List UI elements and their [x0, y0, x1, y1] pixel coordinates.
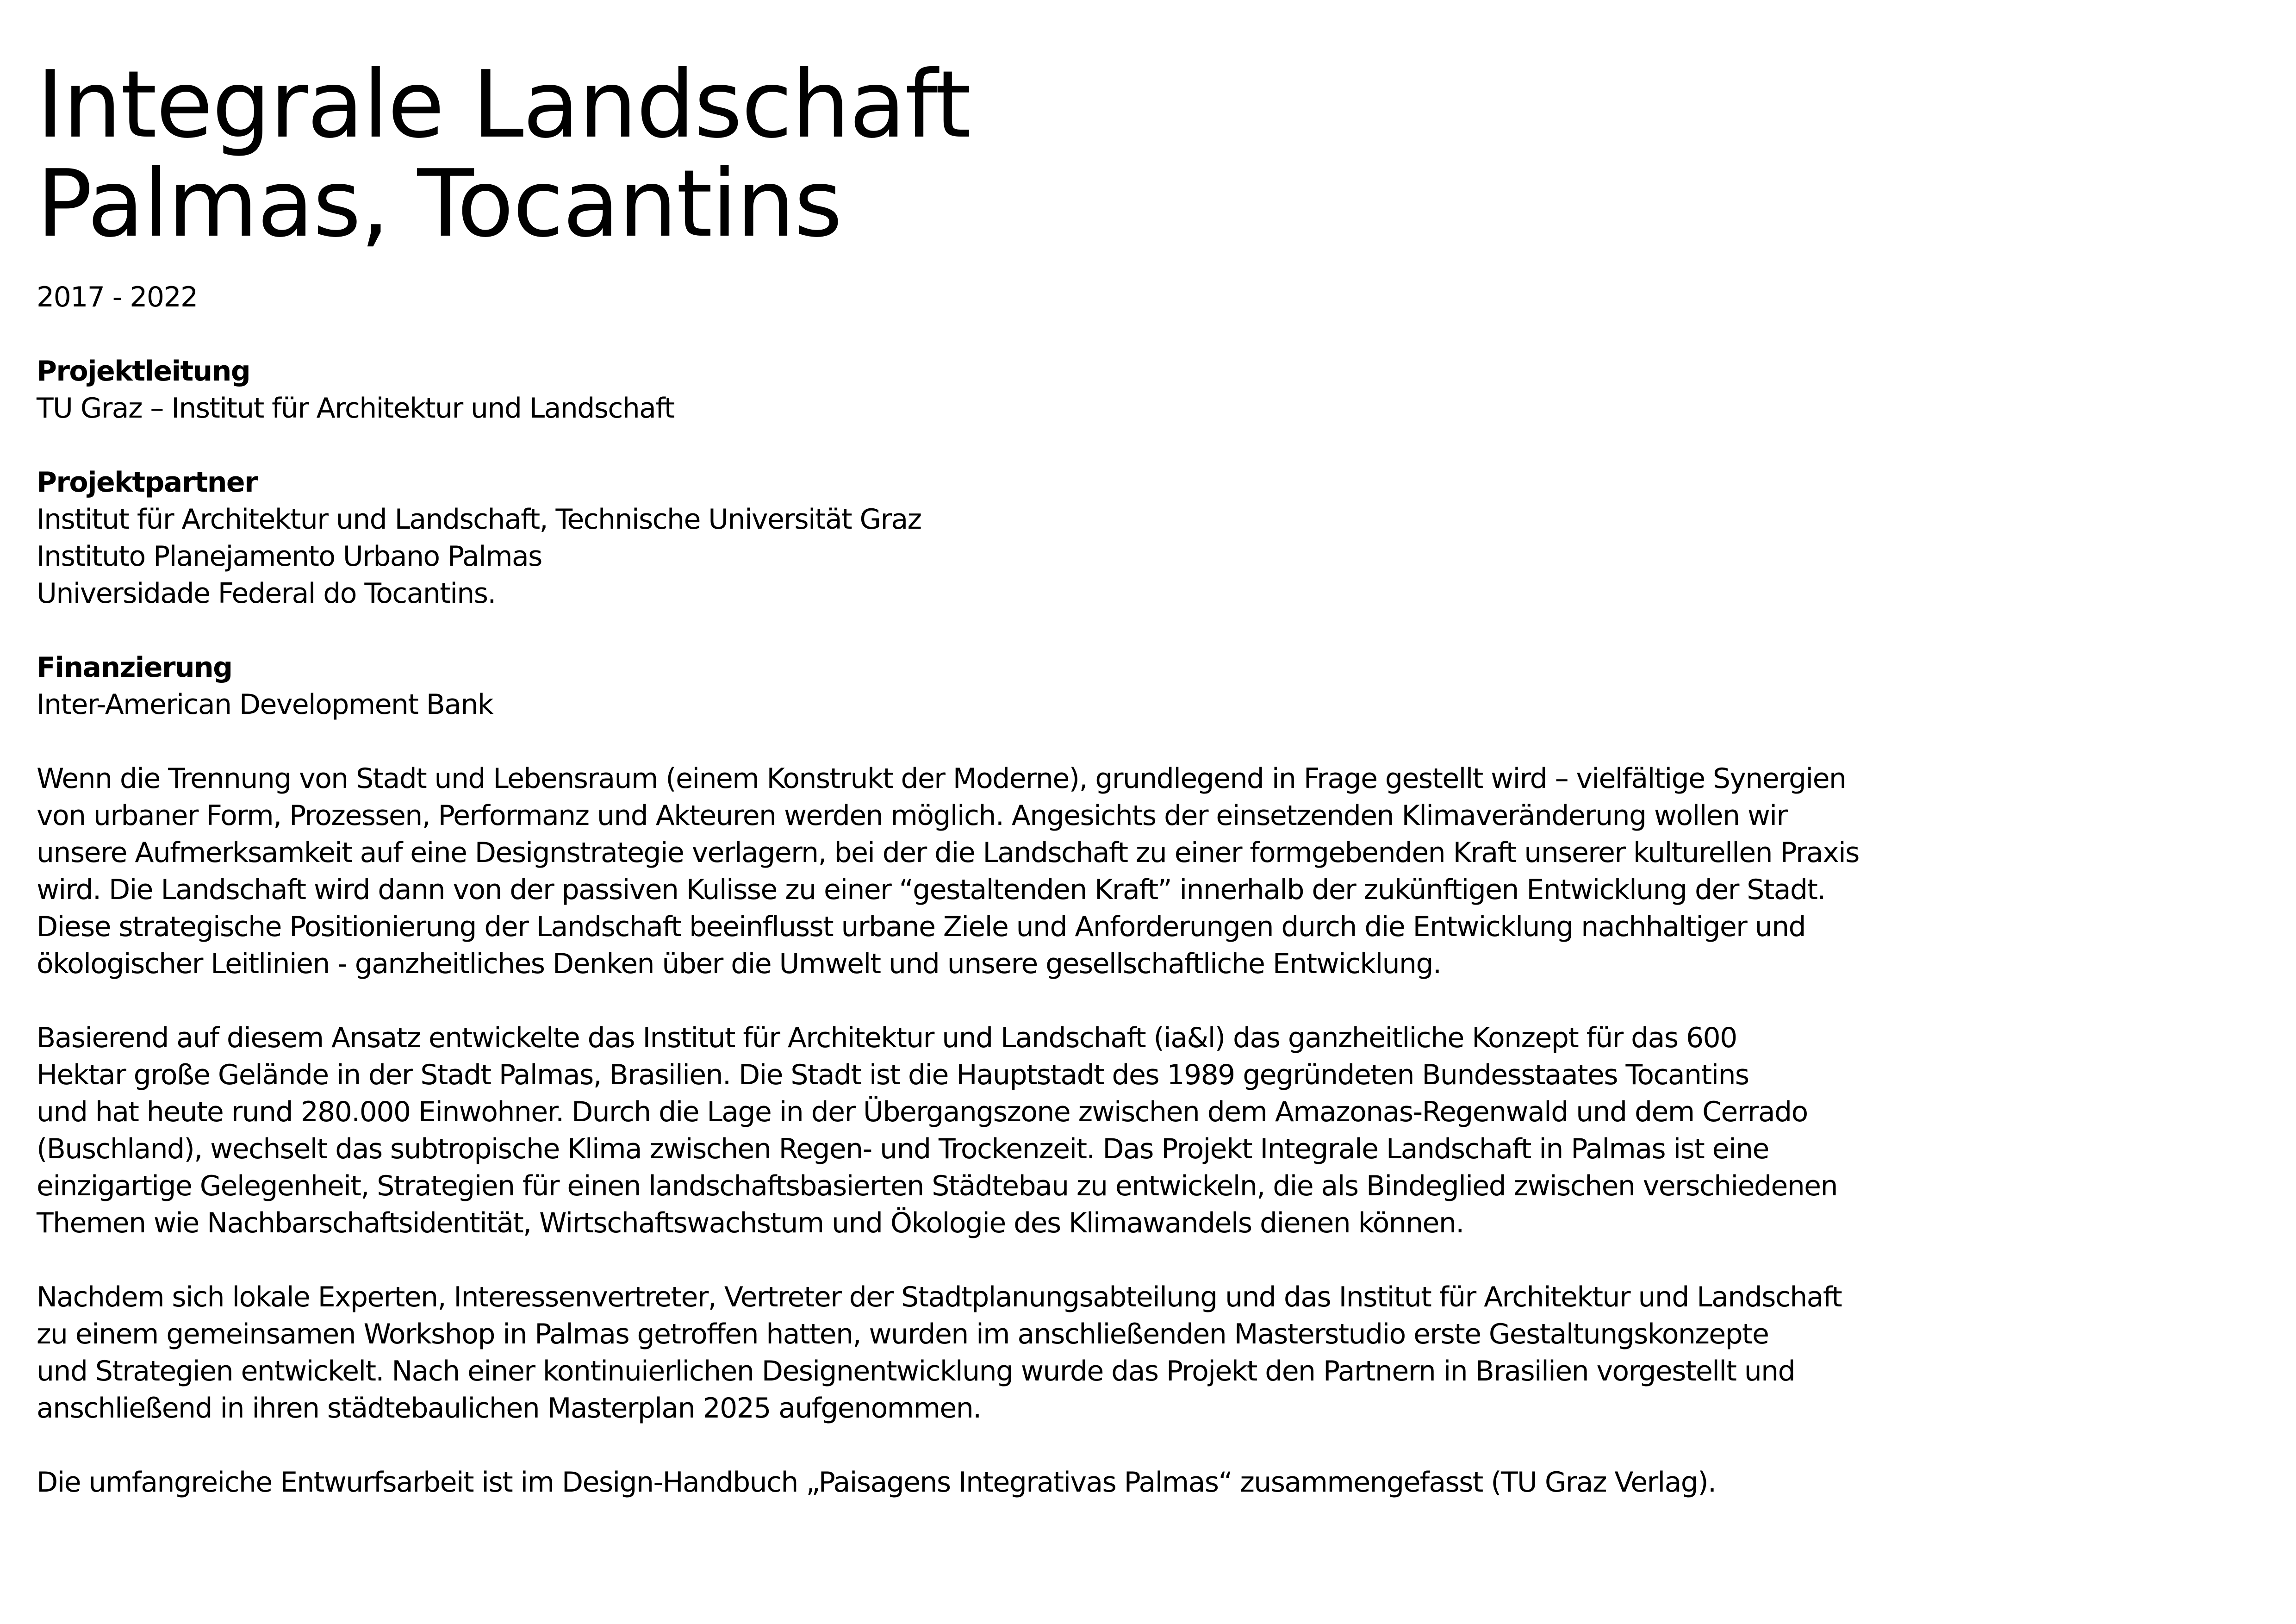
paragraph-line: Diese strategische Positionierung der Landschaft beeinflusst urbane Ziele und Anforderungen durch die Entwicklung nachhaltiger und — [37, 911, 1806, 943]
page-title — [37, 51, 2027, 258]
paragraph-line: Die umfangreiche Entwurfsarbeit ist im Design-Handbuch „Paisagens Integrativas Palmas“ zusammengefasst (TU Graz Verlag). — [37, 1466, 1716, 1499]
projektpartner-label: Projektpartner — [37, 466, 257, 499]
paragraph-line: Hektar große Gelände in der Stadt Palmas, Brasilien. Die Stadt ist die Hauptstadt des 1989 gegründeten Bundesstaates Tocantins — [37, 1059, 1749, 1091]
paragraph-line: zu einem gemeinsamen Workshop in Palmas getroffen hatten, wurden im anschließenden Masterstudio erste Gestaltungskonzepte — [37, 1318, 1769, 1350]
paragraph-line: Themen wie Nachbarschaftsidentität, Wirtschaftswachstum und Ökologie des Klimawandels dienen können. — [37, 1207, 1464, 1239]
projektpartner-line: Instituto Planejamento Urbano Palmas — [37, 540, 542, 573]
body-paragraph-2 — [37, 1019, 2027, 1242]
finanzierung-label: Finanzierung — [37, 651, 232, 684]
body-paragraph-1 — [37, 760, 2027, 982]
finanzierung-line: Inter-American Development Bank — [37, 688, 493, 721]
body-paragraph-4 — [37, 1464, 2027, 1501]
paragraph-line: Basierend auf diesem Ansatz entwickelte das Institut für Architektur und Landschaft (ia&l) das ganzheitliche Konzept für das 600 — [37, 1022, 1737, 1054]
body-paragraph-3 — [37, 1279, 2027, 1427]
paragraph-line: ökologischer Leitlinien - ganzheitliches Denken über die Umwelt und unsere gesellschaftliche Entwicklung. — [37, 948, 1441, 980]
projektleitung-line: TU Graz – Institut für Architektur und Landschaft — [37, 392, 674, 425]
project-years: 2017 - 2022 — [37, 281, 198, 313]
paragraph-line: von urbaner Form, Prozessen, Performanz und Akteuren werden möglich. Angesichts der einsetzenden Klimaveränderung wollen wir — [37, 800, 1787, 832]
projektpartner-section — [37, 464, 2027, 612]
paragraph-line: anschließend in ihren städtebaulichen Masterplan 2025 aufgenommen. — [37, 1392, 981, 1424]
paragraph-line: und hat heute rund 280.000 Einwohner. Durch die Lage in der Übergangszone zwischen dem Amazonas-Regenwald und dem Cerrado — [37, 1096, 1808, 1128]
paragraph-line: (Buschland), wechselt das subtropische Klima zwischen Regen- und Trockenzeit. Das Projekt Integrale Landschaft in Palmas ist eine — [37, 1133, 1769, 1165]
document-page — [37, 51, 2027, 1501]
title-line-2: Palmas, Tocantins — [37, 150, 842, 258]
projektleitung-label: Projektleitung — [37, 355, 250, 387]
finanzierung-section — [37, 649, 2027, 723]
projektleitung-section — [37, 353, 2027, 427]
paragraph-line: und Strategien entwickelt. Nach einer kontinuierlichen Designentwicklung wurde das Projekt den Partnern in Brasilien vorgestellt und — [37, 1355, 1795, 1387]
paragraph-line: wird. Die Landschaft wird dann von der passiven Kulisse zu einer “gestaltenden Kraft” innerhalb der zukünftigen Entwicklung der Stadt. — [37, 874, 1825, 906]
projektpartner-line: Universidade Federal do Tocantins. — [37, 577, 496, 610]
paragraph-line: unsere Aufmerksamkeit auf eine Designstrategie verlagern, bei der die Landschaft zu einer formgebenden Kraft unserer kulturellen Praxis — [37, 837, 1859, 869]
projektpartner-line: Institut für Architektur und Landschaft, Technische Universität Graz — [37, 503, 921, 536]
title-line-1: Integrale Landschaft — [37, 51, 971, 159]
paragraph-line: einzigartige Gelegenheit, Strategien für einen landschaftsbasierten Städtebau zu entwickeln, die als Bindeglied zwischen verschiedenen — [37, 1170, 1837, 1202]
paragraph-line: Wenn die Trennung von Stadt und Lebensraum (einem Konstrukt der Moderne), grundlegend in Frage gestellt wird – vielfältige Synergien — [37, 762, 1846, 795]
paragraph-line: Nachdem sich lokale Experten, Interessenvertreter, Vertreter der Stadtplanungsabteilung und das Institut für Architektur und Landschaft — [37, 1281, 1842, 1313]
